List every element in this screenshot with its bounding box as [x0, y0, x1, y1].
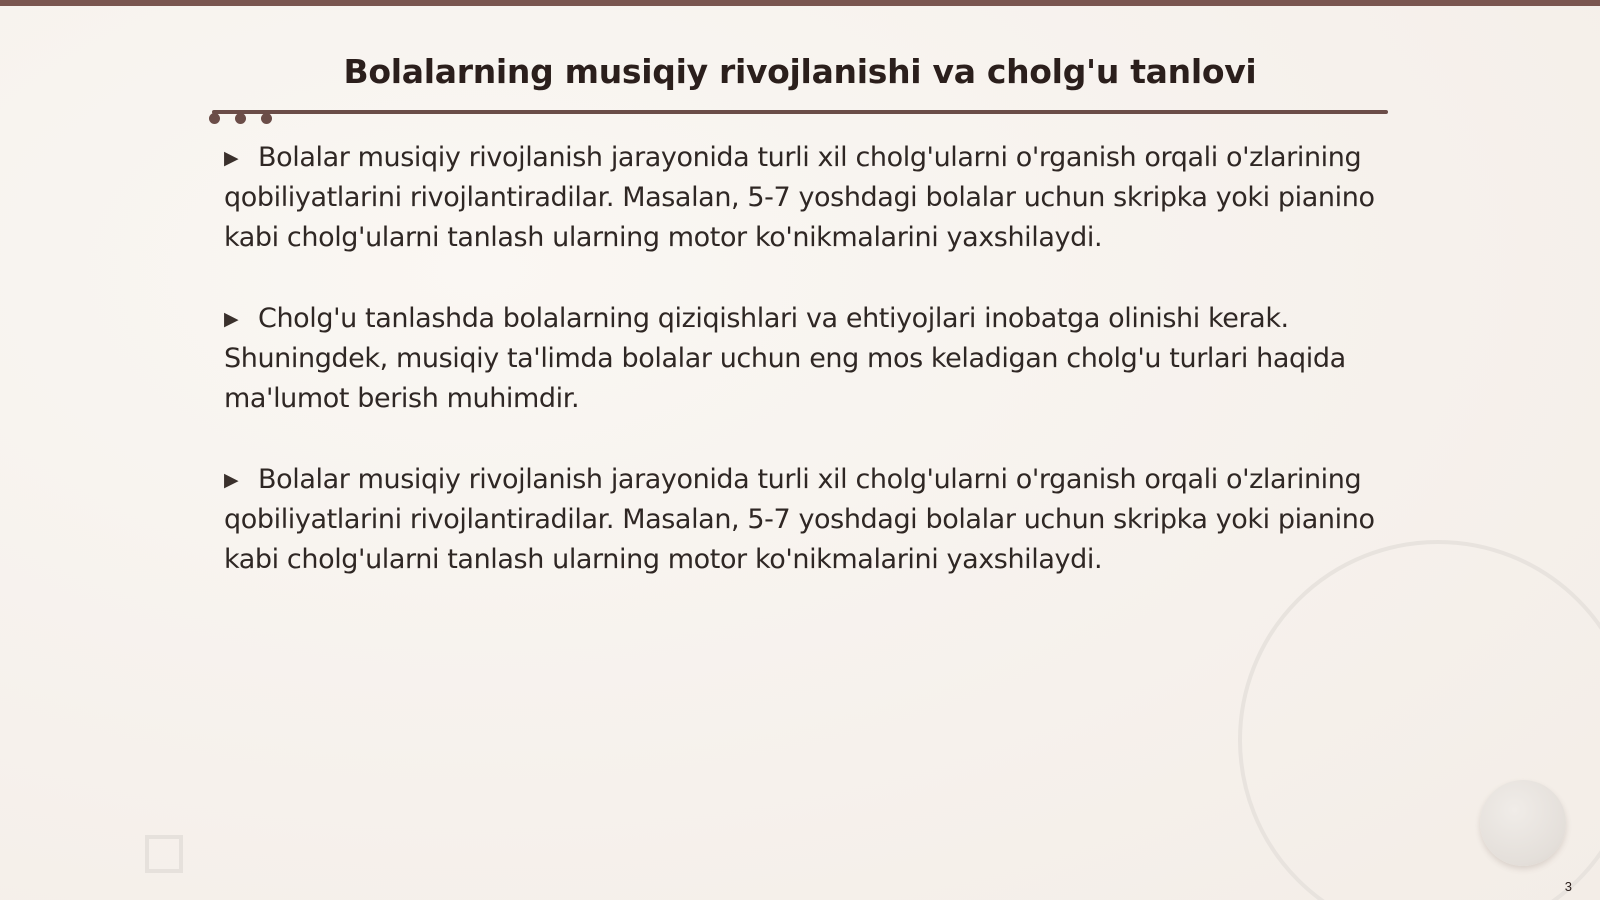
decorative-square: [145, 835, 183, 873]
bullet-text: Bolalar musiqiy rivojlanish jarayonida turli xil cholg'ularni o'rganish orqali o'zlarining qobiliyatlarini rivojlantiradilar. Masalan, 5-7 yoshdagi bolalar uchun skripka yoki pianino kabi cholg'ularni tanlash ularning motor ko'nikmalarini yaxshilaydi.: [224, 464, 1375, 575]
bullet-item-2: [224, 299, 1384, 419]
bullet-text: Cholg'u tanlashda bolalarning qiziqishlari va ehtiyojlari inobatga olinishi kerak. Shuningdek, musiqiy ta'limda bolalar uchun eng mos keladigan cholg'u turlari haqida ma'lumot berish muhimdir.: [224, 303, 1346, 414]
decorative-dot-3: [261, 113, 272, 124]
top-accent-bar: [0, 0, 1600, 6]
bullet-text: Bolalar musiqiy rivojlanish jarayonida turli xil cholg'ularni o'rganish orqali o'zlarining qobiliyatlarini rivojlantiradilar. Masalan, 5-7 yoshdagi bolalar uchun skripka yoki pianino kabi cholg'ularni tanlash ularning motor ko'nikmalarini yaxshilaydi.: [224, 142, 1375, 253]
decorative-dot-2: [235, 113, 246, 124]
decorative-dot-1: [209, 113, 220, 124]
bullet-list: [224, 138, 1384, 621]
title-underline: [212, 110, 1388, 114]
bullet-arrow-icon: ▶: [224, 469, 239, 491]
bullet-item-3: [224, 460, 1384, 580]
bullet-arrow-icon: ▶: [224, 147, 239, 169]
page-number: 3: [1564, 879, 1572, 894]
slide-title: Bolalarning musiqiy rivojlanishi va cholg'u tanlovi: [343, 52, 1257, 91]
decorative-disc: [1480, 780, 1566, 866]
bullet-arrow-icon: ▶: [224, 308, 239, 330]
bullet-item-1: [224, 138, 1384, 258]
